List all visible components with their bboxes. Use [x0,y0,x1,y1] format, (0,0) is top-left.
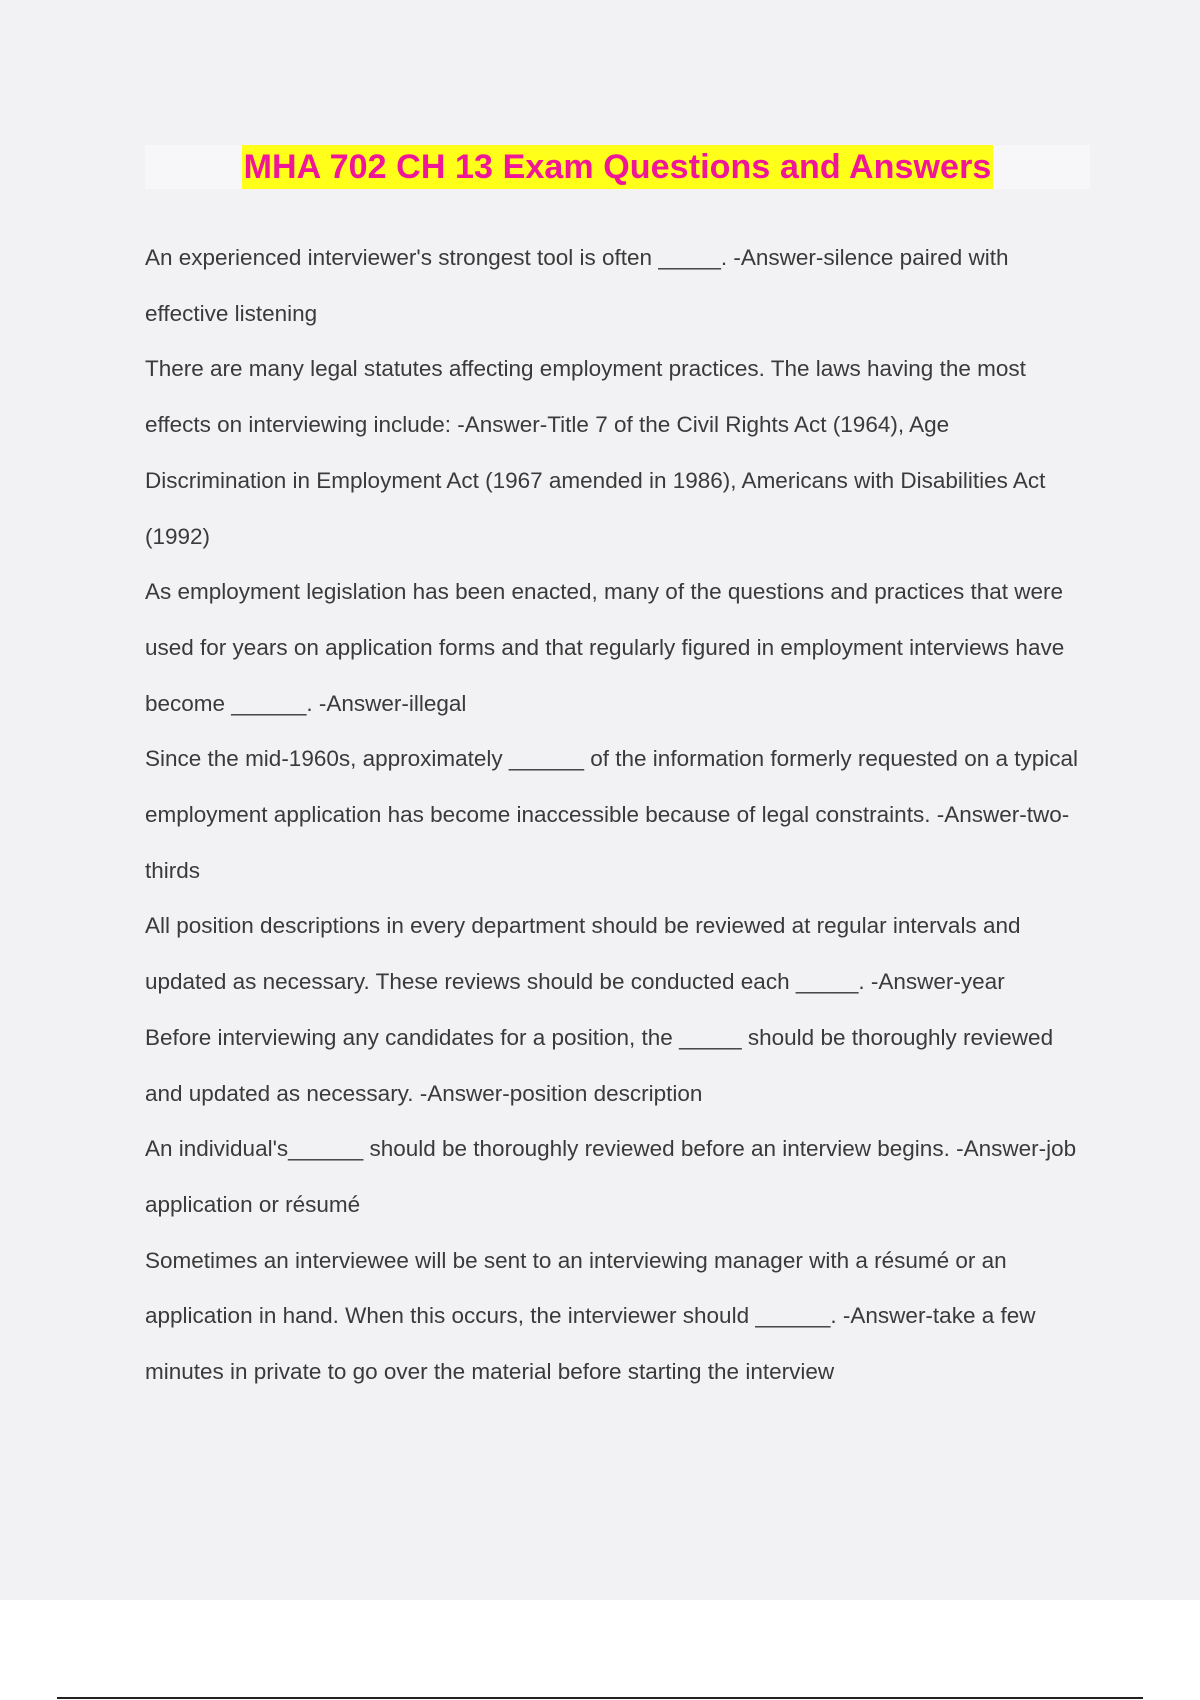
qa-item: Before interviewing any candidates for a position, the _____ should be thoroughly reviewed and updated as necessary. -Answer-position description [145,1024,1054,1106]
qa-list [145,230,1095,1400]
document-title [145,145,1090,189]
qa-item: As employment legislation has been enacted, many of the questions and practices that were used for years on application forms and that regularly figured in employment interviews have become ______. -Answer-illegal [145,579,1065,716]
qa-item: Since the mid-1960s, approximately ______ of the information formerly requested on a typical employment application has become inaccessible because of legal constraints. -Answer-two-thirds [145,746,1079,883]
qa-item: All position descriptions in every department should be reviewed at regular intervals and updated as necessary. These reviews should be conducted each _____. -Answer-year [145,913,1021,995]
qa-item: An individual's______ should be thoroughly reviewed before an interview begins. -Answer-job application or résumé [145,1136,1077,1217]
document-title-text: MHA 702 CH 13 Exam Questions and Answers [242,145,994,189]
qa-item: There are many legal statutes affecting employment practices. The laws having the most effects on interviewing include: -Answer-Title 7 of the Civil Rights Act (1964), Age Discrimination in Employment Act (1967 amended in 1986), Americans with Disabilities Act (1992) [145,356,1046,549]
qa-item: An experienced interviewer's strongest tool is often _____. -Answer-silence paired with effective listening [145,245,1009,326]
title-band [145,145,1090,189]
page-divider [57,1697,1143,1699]
qa-item: Sometimes an interviewee will be sent to an interviewing manager with a résumé or an application in hand. When this occurs, the interviewer should ______. -Answer-take a few minutes in private to go over the material before starting the interview [145,1247,1036,1385]
